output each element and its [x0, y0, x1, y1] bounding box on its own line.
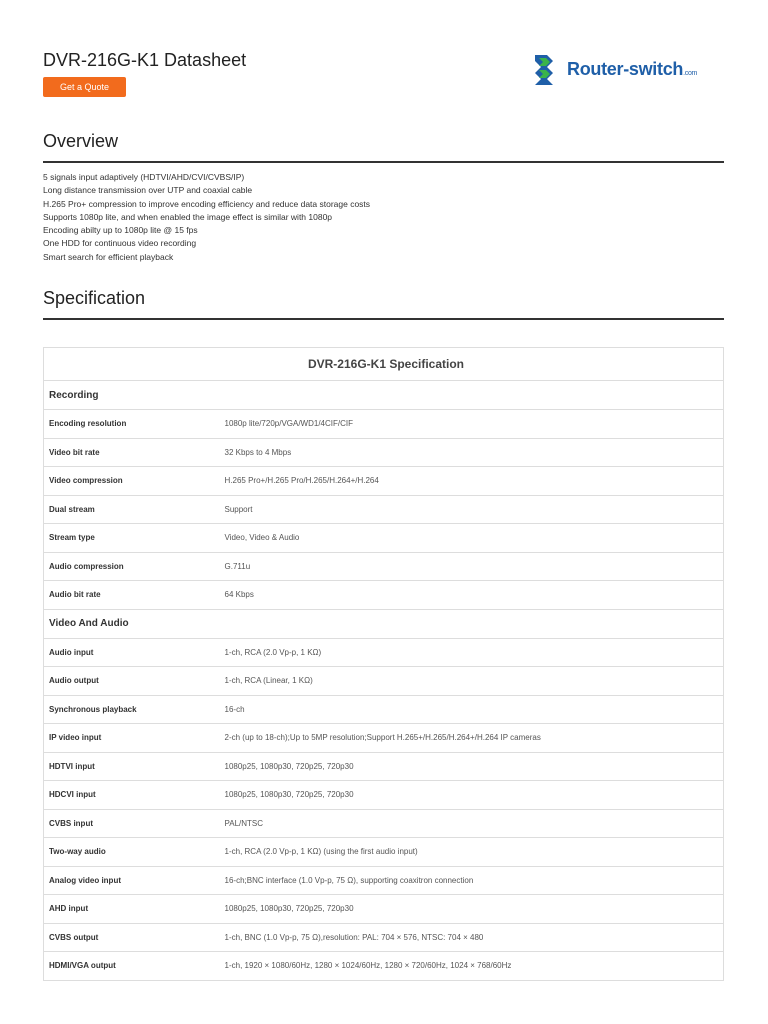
table-row — [44, 552, 724, 581]
group-title-recording: Recording — [44, 381, 724, 410]
overview-item: Long distance transmission over UTP and coaxial cable — [43, 185, 253, 196]
overview-divider — [43, 161, 724, 163]
row-value: 16-ch — [220, 695, 724, 724]
row-label: Synchronous playback — [44, 695, 220, 724]
group-row — [44, 609, 724, 638]
row-value: 64 Kbps — [220, 581, 724, 610]
specification-table — [43, 347, 724, 981]
row-label: Video bit rate — [44, 438, 220, 467]
row-value: PAL/NTSC — [220, 809, 724, 838]
overview-item: 5 signals input adaptively (HDTVI/AHD/CVI/CVBS/IP) — [43, 172, 245, 182]
table-title-row — [44, 348, 724, 381]
table-row — [44, 866, 724, 895]
row-value: 1080p25, 1080p30, 720p25, 720p30 — [220, 752, 724, 781]
row-value: 1-ch, RCA (Linear, 1 KΩ) — [220, 667, 724, 696]
specification-divider — [43, 318, 724, 320]
row-label: Audio compression — [44, 552, 220, 581]
page-title: DVR-216G-K1 Datasheet — [43, 50, 247, 70]
row-value: H.265 Pro+/H.265 Pro/H.265/H.264+/H.264 — [220, 467, 724, 496]
row-value: G.711u — [220, 552, 724, 581]
row-label: AHD input — [44, 895, 220, 924]
table-row — [44, 752, 724, 781]
table-row — [44, 581, 724, 610]
row-label: Audio input — [44, 638, 220, 667]
table-row — [44, 467, 724, 496]
table-row — [44, 838, 724, 867]
row-value: 1-ch, 1920 × 1080/60Hz, 1280 × 1024/60Hz, 1280 × 720/60Hz, 1024 × 768/60Hz — [220, 952, 724, 981]
table-row — [44, 410, 724, 439]
specification-heading: Specification — [43, 288, 146, 308]
row-label: IP video input — [44, 724, 220, 753]
row-label: Audio output — [44, 667, 220, 696]
row-label: Dual stream — [44, 495, 220, 524]
row-label: HDMI/VGA output — [44, 952, 220, 981]
router-switch-logo-icon — [531, 52, 565, 88]
row-value: 1-ch, BNC (1.0 Vp-p, 75 Ω),resolution: PAL: 704 × 576, NTSC: 704 × 480 — [220, 923, 724, 952]
row-value: 16-ch;BNC interface (1.0 Vp-p, 75 Ω), supporting coaxitron connection — [220, 866, 724, 895]
table-row — [44, 923, 724, 952]
row-value: Video, Video & Audio — [220, 524, 724, 553]
table-row — [44, 495, 724, 524]
table-row — [44, 724, 724, 753]
table-row — [44, 781, 724, 810]
overview-list — [43, 171, 370, 264]
table-row — [44, 438, 724, 467]
row-value: 1080p25, 1080p30, 720p25, 720p30 — [220, 781, 724, 810]
overview-item: Encoding abilty up to 1080p lite @ 15 fps — [43, 225, 198, 236]
row-value: Support — [220, 495, 724, 524]
row-label: CVBS output — [44, 923, 220, 952]
table-row — [44, 667, 724, 696]
get-a-quote-button[interactable]: Get a Quote — [43, 77, 126, 97]
row-label: Encoding resolution — [44, 410, 220, 439]
table-row — [44, 695, 724, 724]
group-row — [44, 381, 724, 410]
table-row — [44, 524, 724, 553]
row-value: 2-ch (up to 18-ch);Up to 5MP resolution;Support H.265+/H.265/H.264+/H.264 IP cameras — [220, 724, 724, 753]
row-value: 1080p lite/720p/VGA/WD1/4CIF/CIF — [220, 410, 724, 439]
row-label: CVBS input — [44, 809, 220, 838]
group-title-video-and-audio: Video And Audio — [44, 609, 724, 638]
overview-item: Smart search for efficient playback — [43, 251, 174, 262]
table-row — [44, 952, 724, 981]
overview-item: H.265 Pro+ compression to improve encoding efficiency and reduce data storage costs — [43, 198, 371, 209]
logo-text: Router-switch.com — [567, 59, 698, 79]
row-value: 1-ch, RCA (2.0 Vp-p, 1 KΩ) — [220, 638, 724, 667]
row-label: HDTVI input — [44, 752, 220, 781]
table-title: DVR-216G-K1 Specification — [44, 348, 724, 381]
router-switch-logo[interactable] — [531, 52, 721, 88]
row-label: HDCVI input — [44, 781, 220, 810]
row-value: 1080p25, 1080p30, 720p25, 720p30 — [220, 895, 724, 924]
row-label: Two-way audio — [44, 838, 220, 867]
row-label: Stream type — [44, 524, 220, 553]
overview-item: Supports 1080p lite, and when enabled the image effect is similar with 1080p — [43, 211, 333, 222]
table-row — [44, 809, 724, 838]
row-value: 32 Kbps to 4 Mbps — [220, 438, 724, 467]
row-label: Analog video input — [44, 866, 220, 895]
overview-heading: Overview — [43, 131, 119, 151]
row-label: Video compression — [44, 467, 220, 496]
table-row — [44, 638, 724, 667]
table-row — [44, 895, 724, 924]
row-label: Audio bit rate — [44, 581, 220, 610]
overview-item: One HDD for continuous video recording — [43, 238, 197, 249]
row-value: 1-ch, RCA (2.0 Vp-p, 1 KΩ) (using the first audio input) — [220, 838, 724, 867]
